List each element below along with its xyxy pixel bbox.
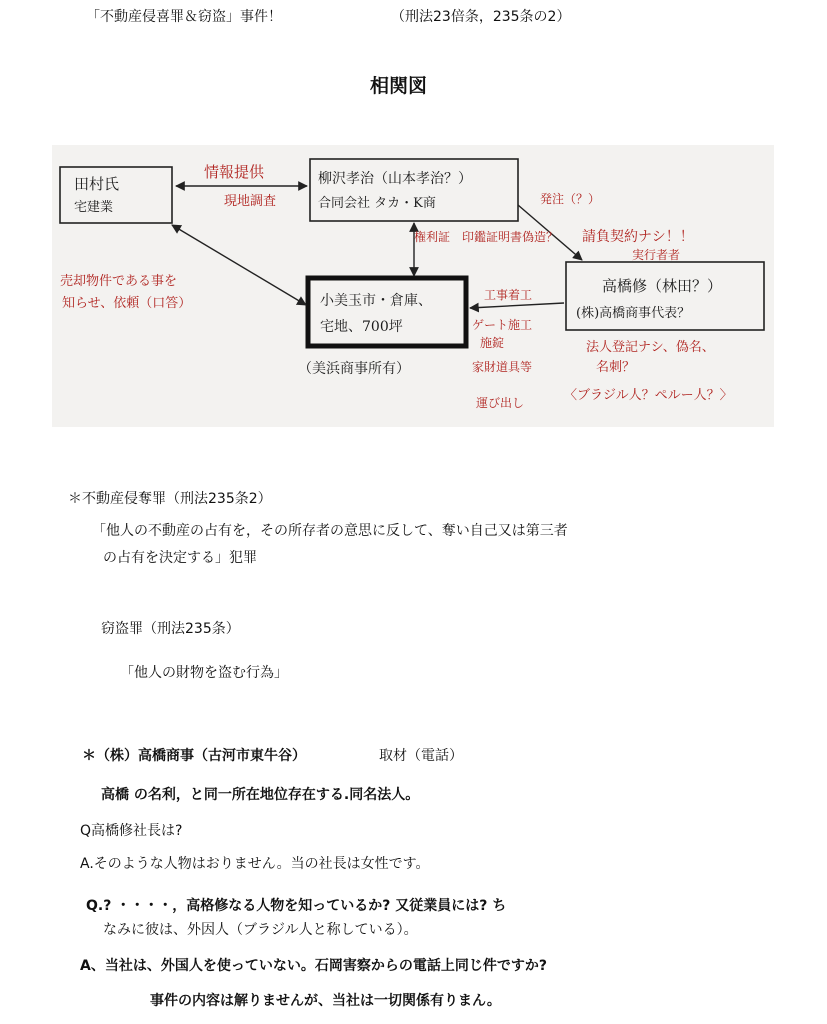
diagram-title: 相関図 <box>370 75 428 97</box>
property-owner: （美浜商事所有） <box>298 361 410 377</box>
label-executor: 実行者者 <box>632 248 681 262</box>
label-no-registry: 法人登記ナシ、偽名、 <box>586 340 715 355</box>
label-gate-installed: ゲート施工 <box>472 318 533 332</box>
label-construction-start: 工事着工 <box>484 288 533 302</box>
label-ordered: 発注（？） <box>540 192 601 206</box>
law-reference: （刑法23倍条，235条の2） <box>391 9 571 25</box>
interview-summary: 高橋 の名利，と同一所在地位存在する.同名法人。 <box>101 787 420 803</box>
case-title: 「不動産侵喜罪＆窃盗」事件！ <box>86 9 282 25</box>
tamura-name: 田村氏 <box>74 175 120 193</box>
label-household-items: 家財道具等 <box>472 360 533 374</box>
label-business-card: 名刺？ <box>596 360 636 375</box>
yanagisawa-name: 柳沢孝治（山本孝治？） <box>318 171 472 187</box>
label-sale-request-2: 知らせ、依頼（口答） <box>62 296 192 311</box>
answer-1: A.そのような人物はおりません。当の社長は女性です。 <box>80 856 430 872</box>
takahashi-company: (株)高橋商事代表？ <box>576 306 691 321</box>
crime1-definition-line1: 「他人の不動産の占有を，その所存者の意思に反して、奪い自己又は第三者 <box>92 523 568 539</box>
question-2-line2: なみに彼は、外因人（ブラジル人と称している）。 <box>103 922 418 938</box>
crime1-definition-line2: の占有を決定する」犯罪 <box>103 550 257 566</box>
label-no-contract: 請負契約ナシ！！ <box>582 229 694 245</box>
crime1-title: ＊不動産侵奪罪（刑法235条2） <box>68 491 272 507</box>
label-sale-request-1: 売却物件である事を <box>60 274 178 289</box>
takahashi-name: 高橋修（林田？） <box>602 277 723 295</box>
yanagisawa-company: 合同会社 タカ・K商 <box>318 196 436 211</box>
label-info-provided: 情報提供 <box>204 163 265 181</box>
crime2-title: 窃盗罪（刑法235条） <box>101 621 240 637</box>
label-site-survey: 現地調査 <box>224 194 277 209</box>
property-box <box>308 278 466 346</box>
label-forged-documents: 権利証 印鑑証明書偽造？ <box>414 230 559 244</box>
crime2-definition: 「他人の財物を盗む行為」 <box>120 665 288 681</box>
label-carried-out: 運び出し <box>476 396 525 410</box>
arrow-tamura-property <box>172 225 306 305</box>
property-location: 小美玉市・倉庫、 <box>320 293 432 309</box>
tamura-business: 宅建業 <box>74 200 114 215</box>
question-2-line1: Q.? ・・・・，高格修なる人物を知っているか? 又従業員には? ち <box>86 898 507 914</box>
question-1: Q高橋修社長は? <box>80 823 183 839</box>
interview-method: 取材（電話） <box>379 748 463 764</box>
yanagisawa-box <box>310 159 518 221</box>
answer-2-line2: 事件の内容は解りませんが、当社は一切関係有りまん。 <box>150 993 501 1009</box>
answer-2-line1: A、当社は、外国人を使っていない。石岡害察からの電話上同じ件ですか? <box>80 958 547 974</box>
interview-heading: ＊（株）高橋商事（古河市東牛谷） <box>82 748 306 764</box>
property-size: 宅地、700坪 <box>320 319 403 335</box>
label-locked: 施錠 <box>480 336 505 350</box>
relationship-diagram <box>52 145 774 427</box>
arrow-takahashi-property <box>470 303 564 308</box>
label-nationality: 〈ブラジル人？ペルー人？〉 <box>564 388 733 403</box>
